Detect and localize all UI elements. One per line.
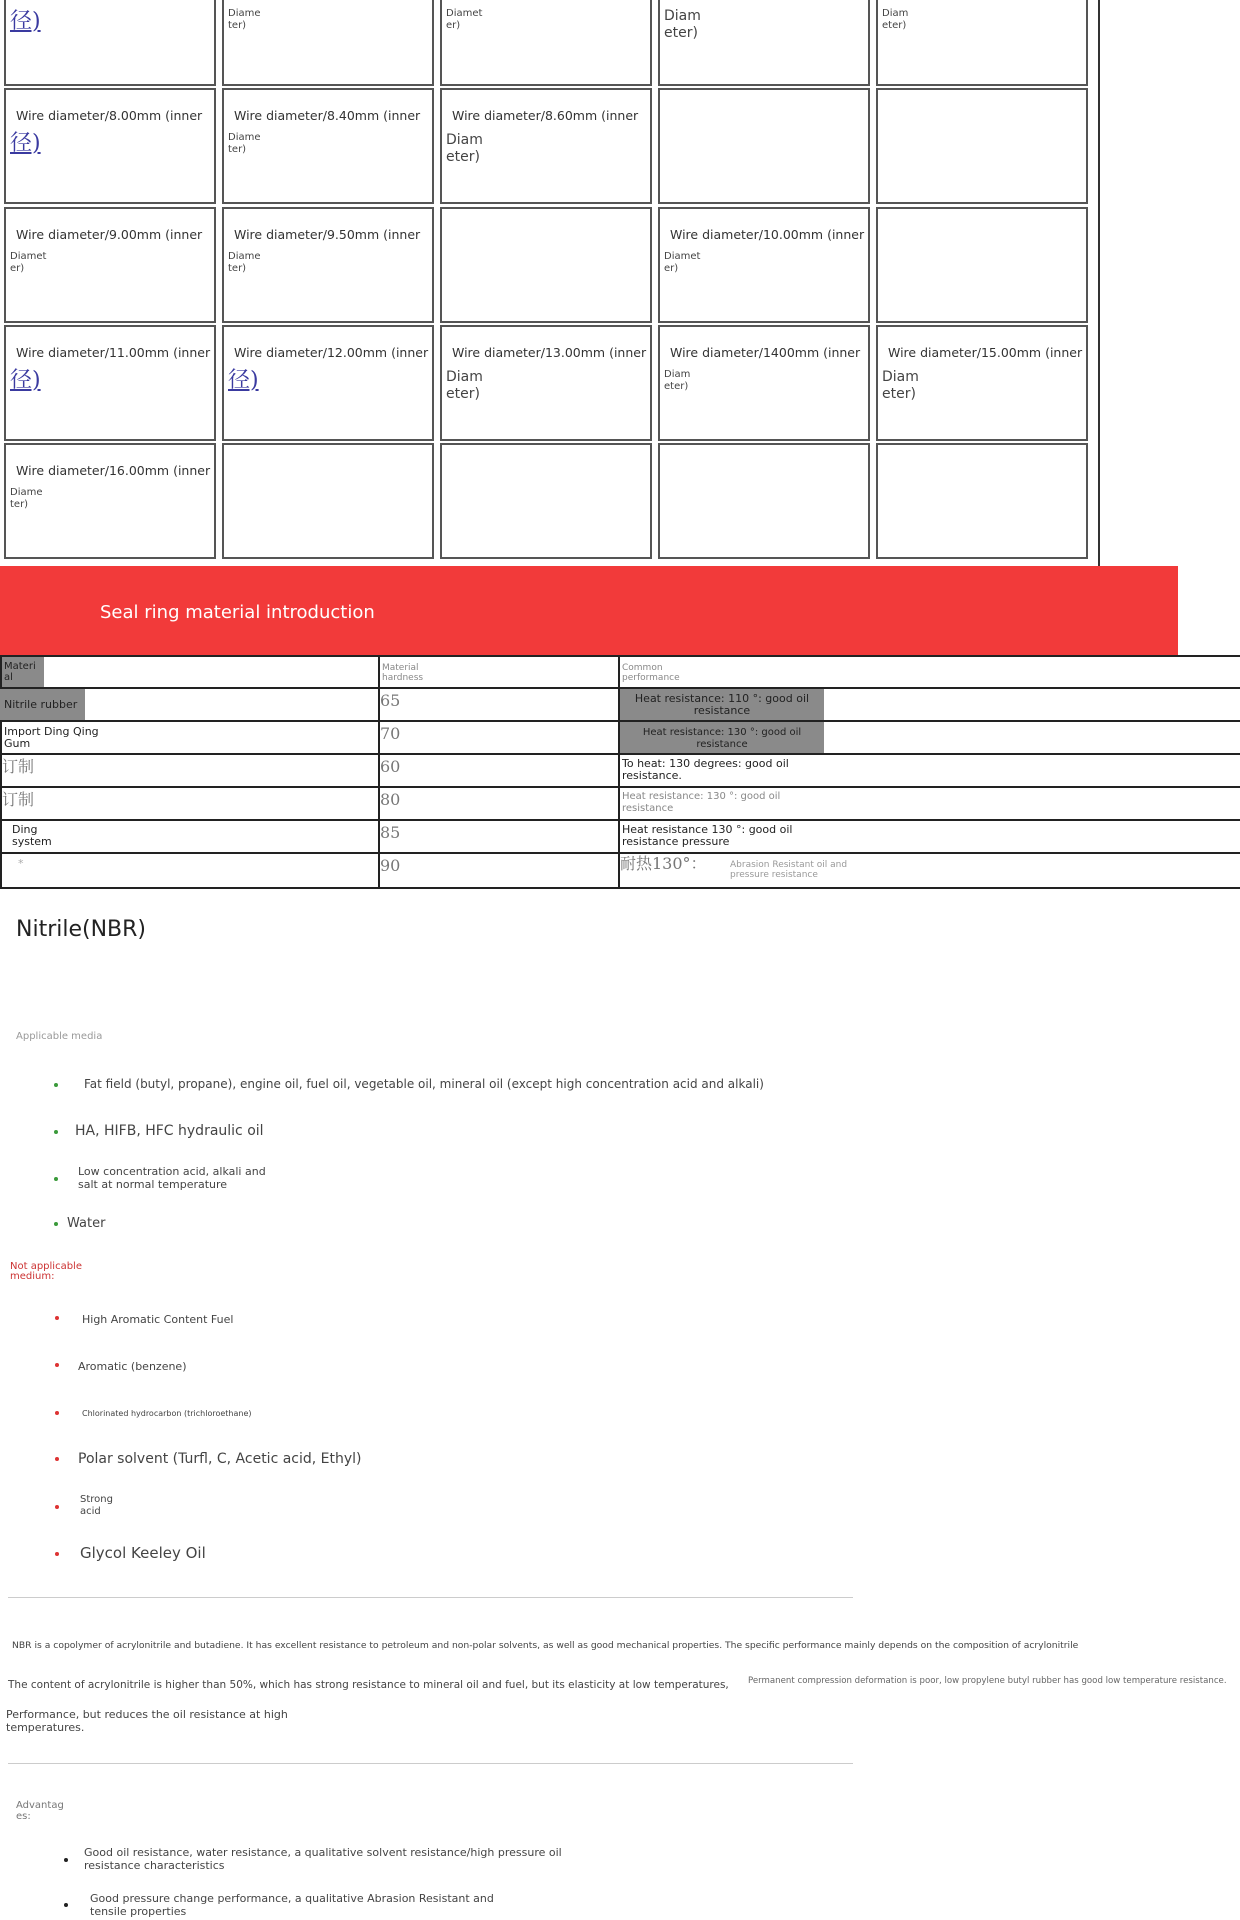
wire-diameter-label: Wire diameter/12.00mm (inner [234,345,429,360]
grid-cell [658,207,870,323]
row-performance: To heat: 130 degrees: good oil resistance. [622,757,789,782]
wire-diameter-label: Wire diameter/9.50mm (inner [234,227,421,242]
row-material: 订制 [2,757,35,776]
row-hardness: 65 [380,691,401,710]
wire-diameter-label: Wire diameter/8.60mm (inner [452,108,639,123]
grid-cell [4,325,216,441]
banner-title: Seal ring material introduction [100,602,375,623]
wire-diameter-label: Wire diameter/16.00mm (inner [16,463,211,478]
grid-cell [876,207,1088,323]
applicable-item: Water [67,1216,106,1231]
inner-diameter-glyph: 径) [10,131,41,156]
wire-diameter-grid [0,0,1100,568]
grid-cell [658,88,870,204]
divider [8,1597,853,1598]
section-banner [0,566,1178,655]
wire-diameter-label: Wire diameter/8.40mm (inner [234,108,421,123]
bullet-icon [54,1130,58,1134]
grid-cell [4,0,216,86]
inner-diameter-label: Diame ter) [228,251,261,274]
inner-diameter-label: Diamet er) [446,8,483,31]
grid-cell [222,207,434,323]
advantage-item: Good pressure change performance, a qualitative Abrasion Resistant and tensile properties [90,1892,494,1918]
wire-diameter-label: Wire diameter/13.00mm (inner [452,345,647,360]
grid-cell [4,443,216,559]
grid-cell [222,325,434,441]
bullet-icon [55,1316,59,1320]
bullet-icon [55,1363,59,1367]
row-material: Ding system [12,823,52,848]
row-performance: Heat resistance: 130 °: good oil resistance [622,791,781,814]
wire-diameter-label: Wire diameter/10.00mm (inner [670,227,865,242]
row-material: * [18,857,24,870]
inner-diameter-label: Diamet er) [664,251,701,274]
grid-cell [876,325,1088,441]
grid-cell [222,88,434,204]
row-hardness: 90 [380,856,401,875]
row-material: 订制 [2,790,35,809]
applicable-item: HA, HIFB, HFC hydraulic oil [75,1123,264,1139]
grid-cell [876,0,1088,86]
wire-diameter-label: Wire diameter/8.00mm (inner [16,108,203,123]
row-hardness: 60 [380,757,401,776]
grid-cell [876,88,1088,204]
grid-cell [658,0,870,86]
bullet-icon [54,1177,58,1181]
inner-diameter-glyph: 径) [10,9,41,34]
inner-diameter-label: Diam eter) [882,8,909,31]
row-hardness: 85 [380,823,401,842]
header-material: Materi al [2,657,44,687]
inner-diameter-glyph: 径) [10,368,41,393]
description-paragraph: Permanent compression deformation is poor, low propylene butyl rubber has good low temperature resistance. [748,1676,1227,1686]
wire-diameter-label: Wire diameter/1400mm (inner [670,345,861,360]
not-applicable-item: Glycol Keeley Oil [80,1544,206,1562]
description-paragraph: The content of acrylonitrile is higher than 50%, which has strong resistance to mineral oil and fuel, but its elasticity at low temperatures, [8,1679,729,1691]
grid-cell [440,443,652,559]
grid-cell [440,325,652,441]
inner-diameter-label: Diame ter) [10,487,43,510]
grid-cell [4,207,216,323]
not-applicable-label: Not applicable medium: [10,1261,82,1282]
header-performance: Common performance [622,663,680,683]
divider [8,1763,853,1764]
section-title: Nitrile(NBR) [16,917,147,942]
not-applicable-item: Polar solvent (Turfl, C, Acetic acid, Ethyl) [78,1451,362,1467]
description-paragraph: Performance, but reduces the oil resistance at high temperatures. [6,1708,288,1734]
applicable-item: Low concentration acid, alkali and salt at normal temperature [78,1165,266,1191]
row-performance: Heat resistance 130 °: good oil resistance pressure [622,823,793,848]
row-performance: 耐热130°： [620,854,707,873]
header-hardness: Material hardness [382,663,424,683]
bullet-icon [64,1903,68,1907]
wire-diameter-label [16,0,202,1]
inner-diameter-label: Diam eter) [446,369,483,402]
grid-cell [876,443,1088,559]
inner-diameter-label: Diam eter) [664,8,701,41]
bullet-icon [55,1552,59,1556]
inner-diameter-glyph: 径) [228,368,259,393]
applicable-label: Applicable media [16,1031,103,1042]
not-applicable-item: Aromatic (benzene) [78,1360,187,1373]
inner-diameter-label: Diam eter) [882,369,919,402]
grid-cell [440,0,652,86]
bullet-icon [55,1457,59,1461]
wire-diameter-label: Wire diameter/15.00mm (inner [888,345,1083,360]
applicable-item: Fat field (butyl, propane), engine oil, fuel oil, vegetable oil, mineral oil (except high concentration acid and alkali) [84,1077,764,1091]
row-performance: Heat resistance: 110 °: good oil resistance [620,689,824,720]
bullet-icon [54,1083,58,1087]
inner-diameter-label: Diamet er) [10,251,47,274]
bullet-icon [55,1411,59,1415]
inner-diameter-label: Diam eter) [664,369,691,392]
not-applicable-item: Chlorinated hydrocarbon (trichloroethane) [82,1409,252,1418]
not-applicable-item: High Aromatic Content Fuel [82,1313,234,1326]
inner-diameter-label: Diame ter) [228,132,261,155]
inner-diameter-label: Diam eter) [446,132,483,165]
bullet-icon [55,1505,59,1509]
advantages-label: Advantag es: [16,1800,64,1822]
bullet-icon [54,1222,58,1226]
row-performance-extra: Abrasion Resistant oil and pressure resistance [730,860,848,880]
row-performance: Heat resistance: 130 °: good oil resistance [620,722,824,753]
inner-diameter-label: Diame ter) [228,8,261,31]
grid-cell [658,325,870,441]
wire-diameter-label: Wire diameter/9.00mm (inner [16,227,203,242]
row-material: Nitrile rubber [0,689,85,720]
grid-cell [222,443,434,559]
grid-cell [440,207,652,323]
grid-cell [222,0,434,86]
row-hardness: 80 [380,790,401,809]
not-applicable-item: Strong acid [80,1494,113,1517]
description-paragraph: NBR is a copolymer of acrylonitrile and butadiene. It has excellent resistance to petroleum and non-polar solvents, as well as good mechanical properties. The specific performance mainly depends on the composition of acrylonitrile [12,1640,1079,1651]
grid-cell [4,88,216,204]
grid-cell [658,443,870,559]
wire-diameter-label [888,0,1074,1]
row-hardness: 70 [380,724,401,743]
advantage-item: Good oil resistance, water resistance, a qualitative solvent resistance/high pressure oil resistance characteristics [84,1846,562,1872]
grid-cell [440,88,652,204]
material-table [0,655,1240,887]
bullet-icon [64,1858,68,1862]
row-material: Import Ding Qing Gum [4,725,99,750]
wire-diameter-label: Wire diameter/11.00mm (inner [16,345,211,360]
wire-diameter-label [670,0,856,1]
